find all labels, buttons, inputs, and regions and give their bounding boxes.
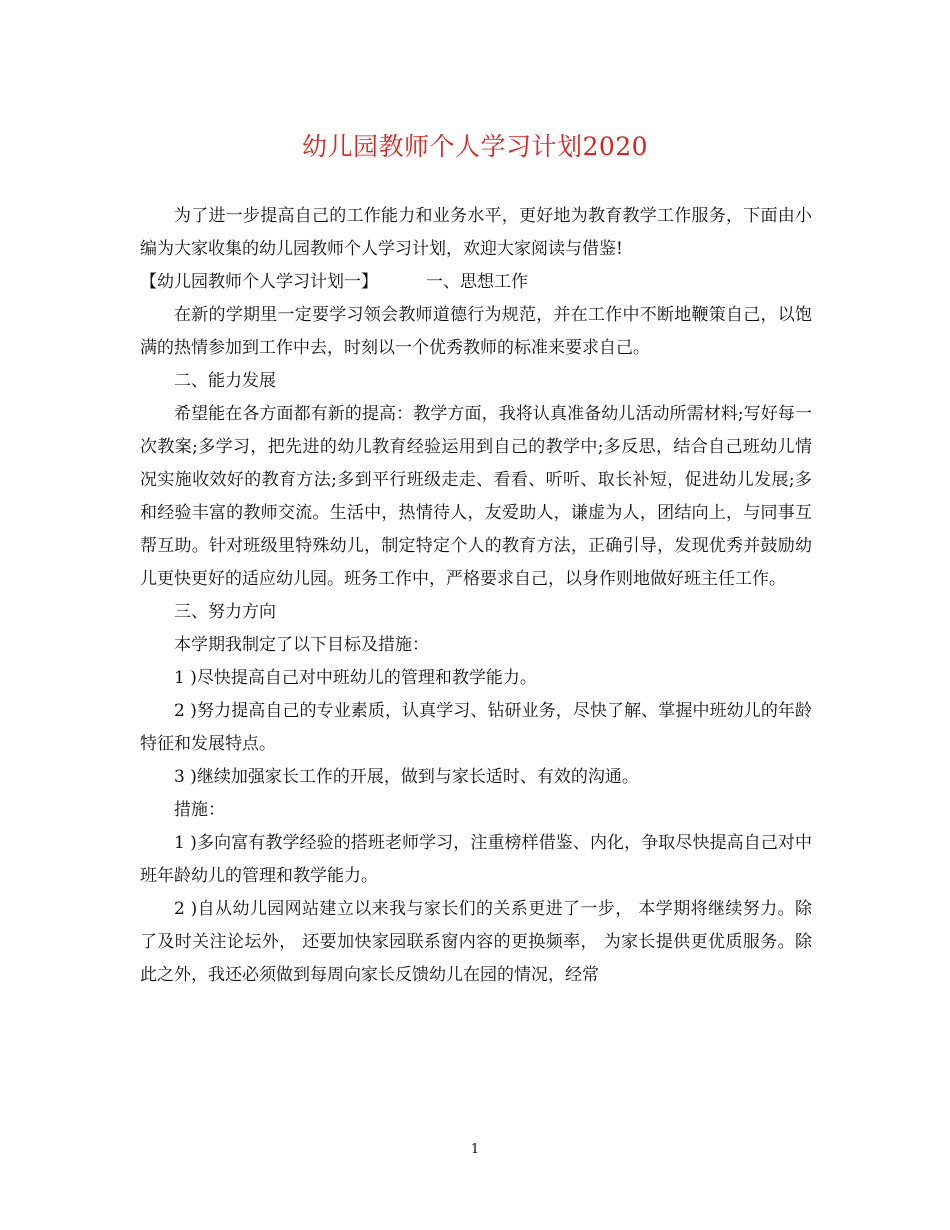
plan-heading: 【幼儿园教师个人学习计划一】 bbox=[140, 272, 378, 292]
section-heading-ideology: 一、思想工作 bbox=[426, 272, 528, 292]
ability-paragraph: 希望能在各方面都有新的提高：教学方面，我将认真准备幼儿活动所需材料;写好每一次教案;多学习，把先进的幼儿教育经验运用到自己的教学中;多反思，结合自己班幼儿情况实施收效好的教育方法;多到平行班级走走、看看、听听、取长补短，促进幼儿发展;多和经验丰富的教师交流。生活中，热情待人，友爱助人，谦虚为人，团结向上，与同事互帮互助。针对班级里特殊幼儿，制定特定个人的教育方法，正确引导，发现优秀并鼓励幼儿更快更好的适应幼儿园。班务工作中，严格要求自己，以身作则地做好班主任工作。 bbox=[140, 404, 812, 589]
goal-item-2: 2 )努力提高自己的专业素质，认真学习、钻研业务，尽快了解、掌握中班幼儿的年龄特征和发展特点。 bbox=[140, 701, 812, 754]
page-number: 1 bbox=[470, 1142, 480, 1157]
document-title: 幼儿园教师个人学习计划2020 bbox=[301, 132, 649, 161]
goal-item-3: 3 )继续加强家长工作的开展，做到与家长适时、有效的沟通。 bbox=[174, 767, 639, 787]
intro-paragraph: 为了进一步提高自己的工作能力和业务水平，更好地为教育教学工作服务，下面由小编为大家收集的幼儿园教师个人学习计划，欢迎大家阅读与借鉴! bbox=[140, 206, 812, 259]
goals-intro: 本学期我制定了以下目标及措施： bbox=[174, 635, 429, 655]
plan-heading-line bbox=[140, 266, 812, 299]
measure-item-2: 2 )自从幼儿园网站建立以来我与家长们的关系更进了一步， 本学期将继续努力。除了及时关注论坛外， 还要加快家园联系窗内容的更换频率， 为家长提供更优质服务。除此之外，我还必须做到每周向家长反馈幼儿在园的情况，经常 bbox=[140, 899, 812, 985]
section-heading-ability: 二、能力发展 bbox=[174, 371, 276, 391]
goal-item-1: 1 )尽快提高自己对中班幼儿的管理和教学能力。 bbox=[174, 668, 537, 688]
ideology-paragraph: 在新的学期里一定要学习领会教师道德行为规范，并在工作中不断地鞭策自己，以饱满的热情参加到工作中去，时刻以一个优秀教师的标准来要求自己。 bbox=[140, 305, 812, 358]
measures-heading: 措施： bbox=[174, 800, 225, 820]
document-body bbox=[140, 200, 812, 992]
measure-item-1: 1 )多向富有教学经验的搭班老师学习，注重榜样借鉴、内化，争取尽快提高自己对中班年龄幼儿的管理和教学能力。 bbox=[140, 833, 812, 886]
section-heading-direction: 三、努力方向 bbox=[174, 602, 276, 622]
